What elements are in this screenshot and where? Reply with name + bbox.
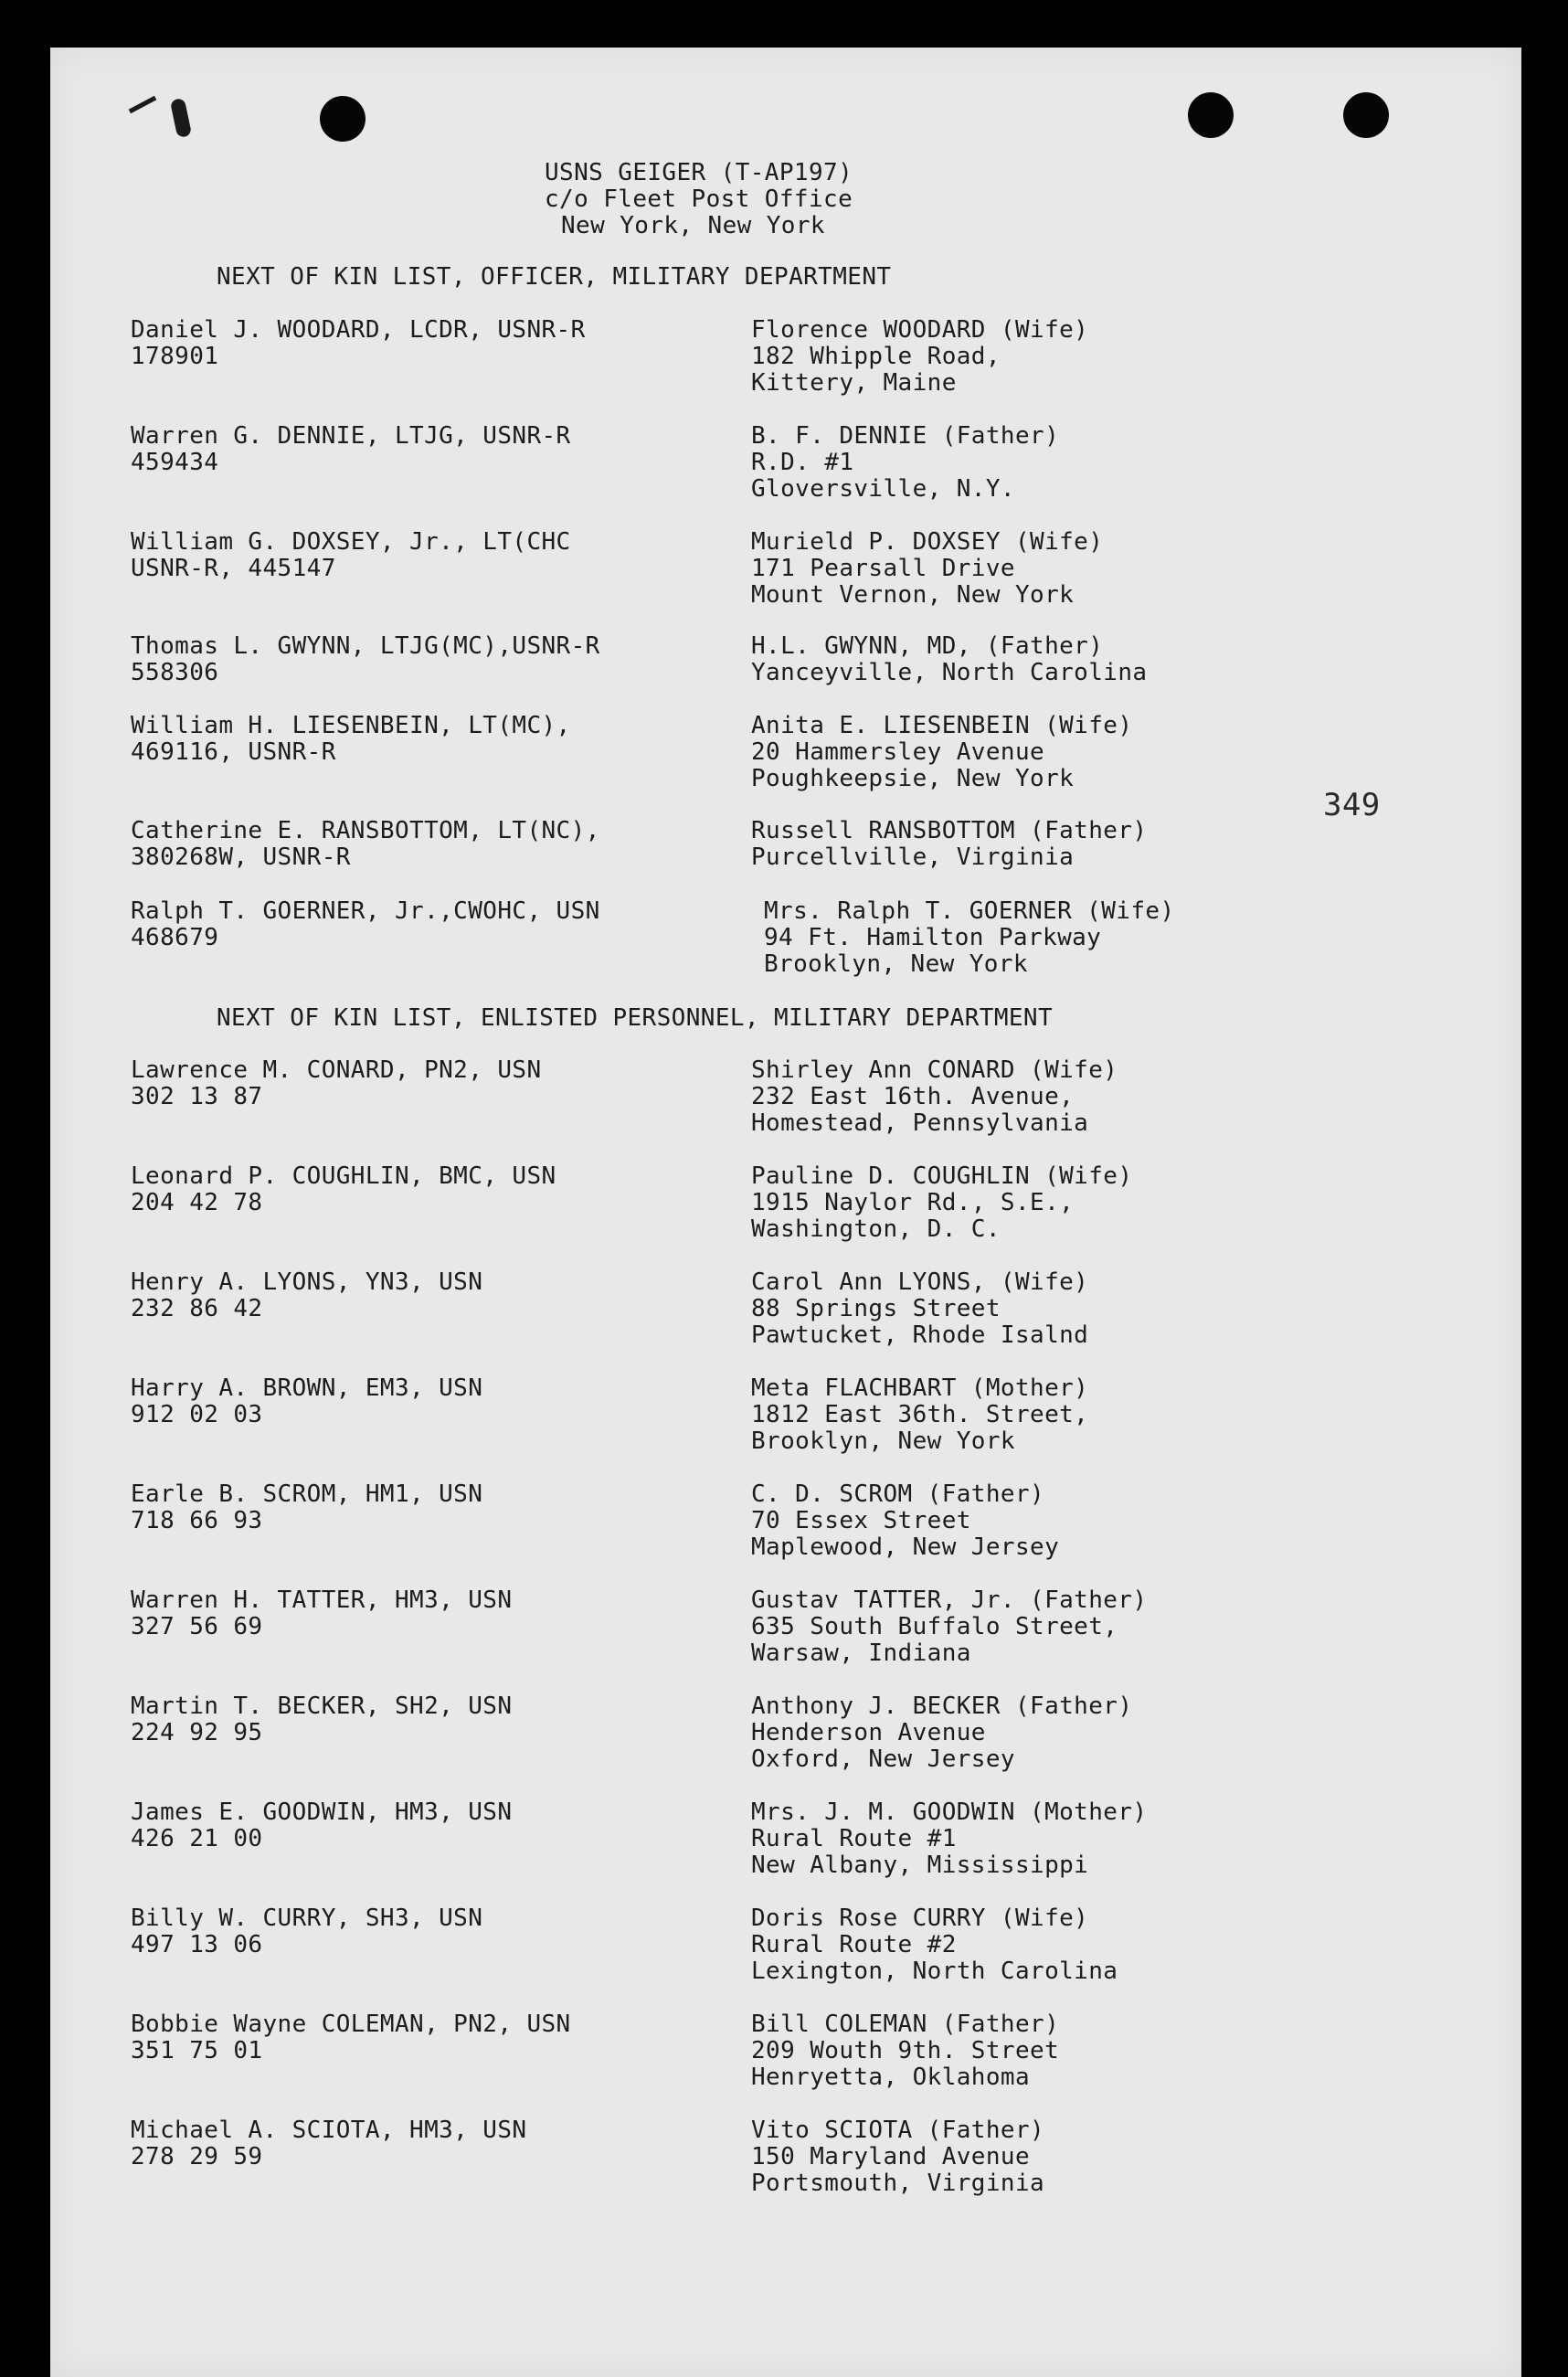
next-of-kin-name: Doris Rose CURRY (Wife) bbox=[751, 1905, 1089, 1932]
member-name: Leonard P. COUGHLIN, BMC, USN bbox=[131, 1162, 556, 1190]
member-name: Michael A. SCIOTA, HM3, USN bbox=[131, 2117, 527, 2144]
next-of-kin-name: Anthony J. BECKER (Father) bbox=[751, 1693, 1133, 1720]
member-service-number: 178901 bbox=[131, 343, 219, 370]
next-of-kin-address-line: Brooklyn, New York bbox=[764, 950, 1028, 978]
member-service-number: 426 21 00 bbox=[131, 1825, 263, 1852]
next-of-kin-address-line: Portsmouth, Virginia bbox=[751, 2170, 1045, 2197]
member-name: Billy W. CURRY, SH3, USN bbox=[131, 1905, 483, 1932]
member-service-number: 327 56 69 bbox=[131, 1613, 263, 1640]
next-of-kin-name: C. D. SCROM (Father) bbox=[751, 1480, 1045, 1508]
punch-hole-left bbox=[320, 96, 366, 142]
next-of-kin-name: Shirley Ann CONARD (Wife) bbox=[751, 1056, 1118, 1084]
next-of-kin-address-line: 70 Essex Street bbox=[751, 1507, 971, 1534]
member-service-number: 718 66 93 bbox=[131, 1507, 263, 1534]
next-of-kin-name: Carol Ann LYONS, (Wife) bbox=[751, 1268, 1089, 1296]
member-service-number: 468679 bbox=[131, 924, 219, 951]
member-name: Henry A. LYONS, YN3, USN bbox=[131, 1268, 483, 1296]
member-name: Martin T. BECKER, SH2, USN bbox=[131, 1693, 513, 1720]
next-of-kin-address-line: 182 Whipple Road, bbox=[751, 343, 1001, 370]
member-name: William H. LIESENBEIN, LT(MC), bbox=[131, 712, 571, 739]
member-service-number: 558306 bbox=[131, 659, 219, 686]
page-number: 349 bbox=[1323, 787, 1381, 823]
next-of-kin-address-line: 150 Maryland Avenue bbox=[751, 2143, 1031, 2170]
member-service-number: 351 75 01 bbox=[131, 2037, 263, 2064]
next-of-kin-address-line: R.D. #1 bbox=[751, 449, 854, 476]
next-of-kin-name: Mrs. Ralph T. GOERNER (Wife) bbox=[764, 897, 1175, 925]
member-name: William G. DOXSEY, Jr., LT(CHC bbox=[131, 528, 571, 556]
header-city: New York, New York bbox=[561, 212, 825, 239]
next-of-kin-address-line: 1915 Naylor Rd., S.E., bbox=[751, 1189, 1075, 1216]
member-name: Warren G. DENNIE, LTJG, USNR-R bbox=[131, 422, 571, 450]
next-of-kin-name: Pauline D. COUGHLIN (Wife) bbox=[751, 1162, 1133, 1190]
punch-hole-right bbox=[1188, 92, 1234, 138]
next-of-kin-name: Meta FLACHBART (Mother) bbox=[751, 1374, 1089, 1402]
member-name: James E. GOODWIN, HM3, USN bbox=[131, 1799, 513, 1826]
header-post-office: c/o Fleet Post Office bbox=[545, 186, 853, 213]
member-name: Daniel J. WOODARD, LCDR, USNR-R bbox=[131, 316, 586, 344]
next-of-kin-address-line: Pawtucket, Rhode Isalnd bbox=[751, 1321, 1089, 1349]
next-of-kin-address-line: 20 Hammersley Avenue bbox=[751, 738, 1045, 766]
member-name: Harry A. BROWN, EM3, USN bbox=[131, 1374, 483, 1402]
next-of-kin-address-line: Purcellville, Virginia bbox=[751, 844, 1075, 871]
member-service-number: 912 02 03 bbox=[131, 1401, 263, 1428]
next-of-kin-address-line: 1812 East 36th. Street, bbox=[751, 1401, 1089, 1428]
member-service-number: USNR-R, 445147 bbox=[131, 555, 336, 582]
next-of-kin-name: Florence WOODARD (Wife) bbox=[751, 316, 1089, 344]
next-of-kin-address-line: Rural Route #2 bbox=[751, 1931, 957, 1958]
member-name: Ralph T. GOERNER, Jr.,CWOHC, USN bbox=[131, 897, 600, 925]
next-of-kin-name: H.L. GWYNN, MD, (Father) bbox=[751, 632, 1104, 660]
next-of-kin-address-line: 88 Springs Street bbox=[751, 1295, 1001, 1322]
next-of-kin-address-line: Kittery, Maine bbox=[751, 369, 957, 397]
next-of-kin-address-line: 94 Ft. Hamilton Parkway bbox=[764, 924, 1102, 951]
member-service-number: 278 29 59 bbox=[131, 2143, 263, 2170]
next-of-kin-name: Bill COLEMAN (Father) bbox=[751, 2011, 1060, 2038]
next-of-kin-address-line: New Albany, Mississippi bbox=[751, 1852, 1089, 1879]
member-name: Catherine E. RANSBOTTOM, LT(NC), bbox=[131, 817, 600, 844]
next-of-kin-address-line: Poughkeepsie, New York bbox=[751, 765, 1075, 792]
member-service-number: 497 13 06 bbox=[131, 1931, 263, 1958]
next-of-kin-address-line: 209 Wouth 9th. Street bbox=[751, 2037, 1060, 2064]
next-of-kin-address-line: 232 East 16th. Avenue, bbox=[751, 1083, 1075, 1110]
member-name: Earle B. SCROM, HM1, USN bbox=[131, 1480, 483, 1508]
member-service-number: 204 42 78 bbox=[131, 1189, 263, 1216]
punch-hole-far-right bbox=[1343, 92, 1389, 138]
next-of-kin-address-line: Henryetta, Oklahoma bbox=[751, 2064, 1031, 2091]
next-of-kin-address-line: Brooklyn, New York bbox=[751, 1427, 1015, 1455]
next-of-kin-address-line: Oxford, New Jersey bbox=[751, 1746, 1015, 1773]
next-of-kin-address-line: Maplewood, New Jersey bbox=[751, 1533, 1060, 1561]
next-of-kin-address-line: Henderson Avenue bbox=[751, 1719, 986, 1746]
next-of-kin-name: B. F. DENNIE (Father) bbox=[751, 422, 1060, 450]
next-of-kin-name: Vito SCIOTA (Father) bbox=[751, 2117, 1045, 2144]
next-of-kin-name: Russell RANSBOTTOM (Father) bbox=[751, 817, 1148, 844]
member-service-number: 459434 bbox=[131, 449, 219, 476]
next-of-kin-address-line: Homestead, Pennsylvania bbox=[751, 1109, 1089, 1137]
member-service-number: 224 92 95 bbox=[131, 1719, 263, 1746]
next-of-kin-address-line: 635 South Buffalo Street, bbox=[751, 1613, 1118, 1640]
next-of-kin-address-line: Lexington, North Carolina bbox=[751, 1958, 1118, 1985]
member-service-number: 469116, USNR-R bbox=[131, 738, 336, 766]
member-name: Warren H. TATTER, HM3, USN bbox=[131, 1586, 513, 1614]
next-of-kin-address-line: 171 Pearsall Drive bbox=[751, 555, 1015, 582]
next-of-kin-name: Mrs. J. M. GOODWIN (Mother) bbox=[751, 1799, 1148, 1826]
member-name: Thomas L. GWYNN, LTJG(MC),USNR-R bbox=[131, 632, 600, 660]
next-of-kin-address-line: Mount Vernon, New York bbox=[751, 581, 1075, 609]
header-ship-name: USNS GEIGER (T-AP197) bbox=[545, 159, 853, 186]
member-name: Lawrence M. CONARD, PN2, USN bbox=[131, 1056, 542, 1084]
enlisted-section-title: NEXT OF KIN LIST, ENLISTED PERSONNEL, MILITARY DEPARTMENT bbox=[217, 1004, 1054, 1032]
member-service-number: 380268W, USNR-R bbox=[131, 844, 351, 871]
member-name: Bobbie Wayne COLEMAN, PN2, USN bbox=[131, 2011, 571, 2038]
next-of-kin-name: Gustav TATTER, Jr. (Father) bbox=[751, 1586, 1148, 1614]
next-of-kin-address-line: Yanceyville, North Carolina bbox=[751, 659, 1148, 686]
next-of-kin-name: Anita E. LIESENBEIN (Wife) bbox=[751, 712, 1133, 739]
officer-section-title: NEXT OF KIN LIST, OFFICER, MILITARY DEPARTMENT bbox=[217, 263, 892, 291]
next-of-kin-address-line: Warsaw, Indiana bbox=[751, 1639, 971, 1667]
next-of-kin-address-line: Washington, D. C. bbox=[751, 1215, 1001, 1243]
member-service-number: 302 13 87 bbox=[131, 1083, 263, 1110]
next-of-kin-address-line: Gloversville, N.Y. bbox=[751, 475, 1015, 503]
next-of-kin-address-line: Rural Route #1 bbox=[751, 1825, 957, 1852]
next-of-kin-name: Murield P. DOXSEY (Wife) bbox=[751, 528, 1104, 556]
member-service-number: 232 86 42 bbox=[131, 1295, 263, 1322]
